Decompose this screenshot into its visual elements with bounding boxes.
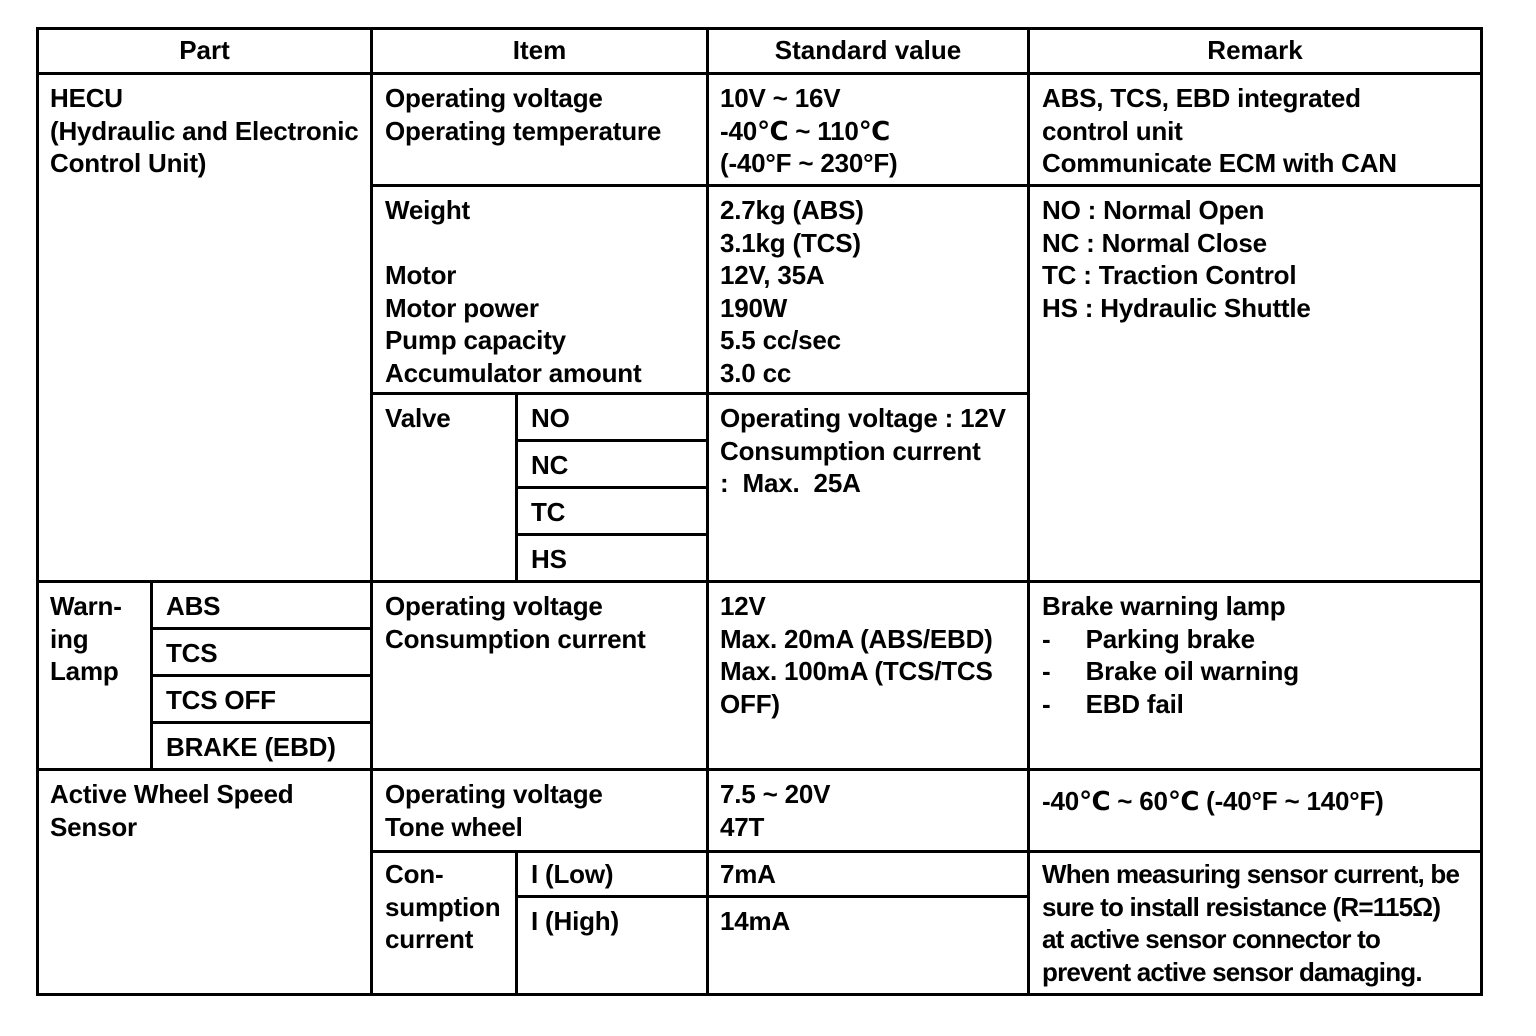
- valve-divider-3: [515, 533, 709, 536]
- valve-type-nc: NC: [531, 450, 569, 480]
- lamp-tcs: TCS: [166, 638, 218, 668]
- sensor-row1-remark: -40℃ ~ 60℃ (-40°F ~ 140°F): [1042, 786, 1384, 816]
- consumption-label: Con- sumption current: [385, 859, 501, 954]
- sensor-current-divider: [515, 895, 1030, 898]
- sensor-subcol-line: [515, 850, 518, 996]
- valve-type-tc: TC: [531, 497, 566, 527]
- table-border-left: [36, 27, 39, 996]
- lamp-divider-2: [150, 674, 373, 677]
- table-border-top: [36, 27, 1483, 30]
- lamp-divider-3: [150, 721, 373, 724]
- hecu-row2-divider: [370, 392, 1030, 395]
- header-remark: Remark: [1207, 35, 1303, 65]
- valve-type-no: NO: [531, 403, 570, 433]
- hecu-part-label: HECU (Hydraulic and Electronic Control Unit): [50, 83, 359, 178]
- sensor-part-label: Active Wheel Speed Sensor: [50, 779, 294, 842]
- valve-type-hs: HS: [531, 544, 567, 574]
- hecu-row1-item: Operating voltage Operating temperature: [385, 83, 662, 146]
- hecu-row2-item: Weight Motor Motor power Pump capacity Accumulator amount: [385, 195, 642, 388]
- valve-divider-1: [515, 439, 709, 442]
- sensor-row-divider: [370, 850, 1483, 853]
- section-divider-lamp: [36, 768, 1483, 771]
- sensor-row1-value: 7.5 ~ 20V 47T: [720, 779, 831, 842]
- lamp-part-label: Warn- ing Lamp: [50, 591, 122, 686]
- current-low-value: 7mA: [720, 859, 776, 889]
- hecu-row2-remark: NO : Normal Open NC : Normal Close TC : Traction Control HS : Hydraulic Shuttle: [1042, 195, 1311, 323]
- lamp-divider-1: [150, 627, 373, 630]
- header-item: Item: [512, 35, 567, 65]
- consumption-remark: When measuring sensor current, be sure to install resistance (R=115Ω) at active sensor connector to prevent active sensor damaging.: [1042, 859, 1460, 987]
- sensor-row1-item: Operating voltage Tone wheel: [385, 779, 603, 842]
- section-divider-hecu: [36, 580, 1483, 583]
- lamp-tcs-off: TCS OFF: [166, 685, 276, 715]
- header-standard-value: Standard value: [774, 35, 962, 65]
- current-high-label: I (High): [531, 906, 619, 936]
- lamp-remark: Brake warning lamp - Parking brake - Brake oil warning - EBD fail: [1042, 591, 1299, 719]
- valve-divider-2: [515, 486, 709, 489]
- current-high-value: 14mA: [720, 906, 791, 936]
- lamp-brake-ebd: BRAKE (EBD): [166, 732, 336, 762]
- hecu-row1-value: 10V ~ 16V -40℃ ~ 110℃ (-40°F ~ 230°F): [720, 83, 898, 178]
- header-divider: [36, 72, 1483, 75]
- hecu-row1-divider: [370, 184, 1483, 187]
- lamp-value: 12V Max. 20mA (ABS/EBD) Max. 100mA (TCS/TCS OFF): [720, 591, 993, 719]
- valve-label: Valve: [385, 403, 451, 433]
- hecu-row2-value: 2.7kg (ABS) 3.1kg (TCS) 12V, 35A 190W 5.5 cc/sec 3.0 cc: [720, 195, 864, 388]
- valve-value: Operating voltage : 12V Consumption current : Max. 25A: [720, 403, 1006, 498]
- lamp-item: Operating voltage Consumption current: [385, 591, 646, 654]
- lamp-abs: ABS: [166, 591, 221, 621]
- hecu-row1-remark: ABS, TCS, EBD integrated control unit Communicate ECM with CAN: [1042, 83, 1397, 178]
- table-border-bottom: [36, 993, 1483, 996]
- current-low-label: I (Low): [531, 859, 614, 889]
- header-part: Part: [179, 35, 230, 65]
